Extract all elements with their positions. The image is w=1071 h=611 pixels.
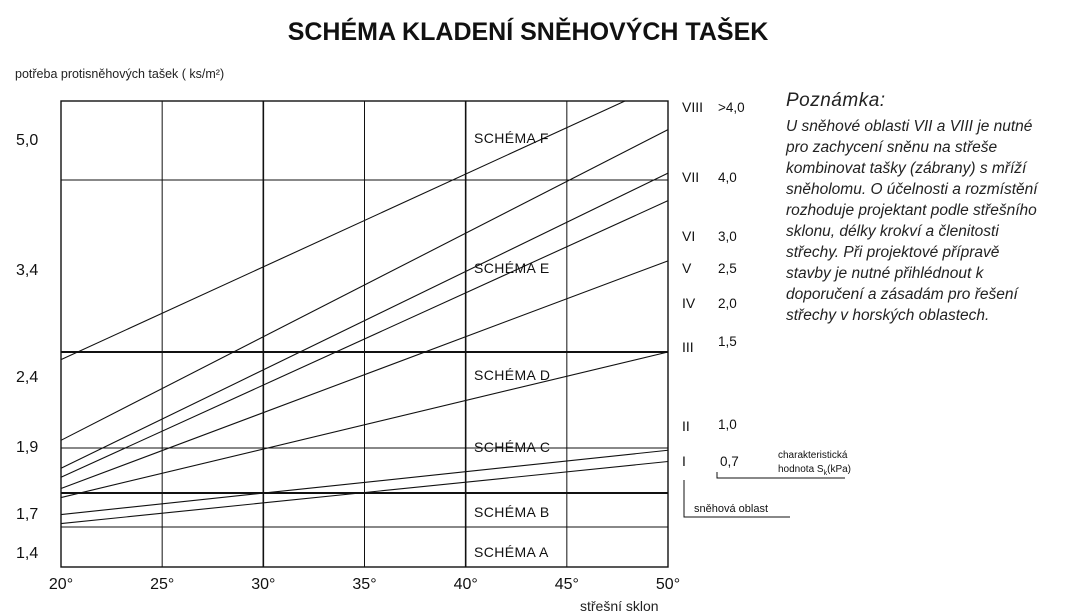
series-line-viii — [61, 101, 625, 360]
legend-region-label: sněhová oblast — [694, 503, 768, 515]
series-value-label: 4,0 — [718, 170, 737, 185]
zone-label: SCHÉMA C — [474, 439, 551, 455]
y-tick-label: 1,7 — [16, 506, 39, 523]
series-value-label: 0,7 — [720, 454, 739, 469]
legend-char-value-label: hodnota $S_k(kPa)$ — [778, 464, 852, 477]
x-tick-label: 40° — [453, 576, 478, 593]
x-tick-label: 45° — [554, 576, 579, 593]
series-region-label: II — [682, 418, 690, 434]
zone-label: SCHÉMA E — [474, 260, 550, 276]
x-tick-label: 25° — [150, 576, 175, 593]
y-tick-label: 5,0 — [16, 132, 39, 149]
zone-label: SCHÉMA A — [474, 544, 549, 560]
series-region-label: IV — [682, 295, 696, 311]
chart-title: SCHÉMA KLADENÍ SNĚHOVÝCH TAŠEK — [287, 18, 769, 46]
legend-layer — [684, 450, 851, 517]
y-axis-label: potřeba protisněhových tašek ( ks/m²) — [15, 67, 225, 81]
series-region-label: III — [682, 339, 694, 355]
y-tick-label: 1,9 — [16, 439, 39, 456]
grid-layer — [61, 101, 668, 567]
series-value-label: 1,5 — [718, 334, 737, 349]
x-tick-label: 30° — [251, 576, 276, 593]
zone-label: SCHÉMA B — [474, 504, 550, 520]
y-tick-label: 3,4 — [16, 262, 39, 279]
note-panel — [786, 90, 1048, 326]
x-tick-label: 35° — [352, 576, 377, 593]
series-value-label: 2,0 — [718, 296, 737, 311]
series-region-label: VI — [682, 228, 696, 244]
zone-label: SCHÉMA F — [474, 130, 549, 146]
series-region-label: I — [682, 453, 686, 469]
series-value-label: 1,0 — [718, 417, 737, 432]
series-value-label: 3,0 — [718, 229, 737, 244]
zone-label: SCHÉMA D — [474, 367, 551, 383]
series-value-label: 2,5 — [718, 261, 737, 276]
x-axis-label: střešní sklon — [580, 598, 659, 611]
legend-char-label: charakteristická — [778, 450, 848, 461]
zone-labels — [474, 130, 550, 560]
note-title: Poznámka: — [786, 90, 886, 111]
series-region-label: VIII — [682, 99, 704, 115]
x-tick-label: 50° — [655, 576, 681, 593]
x-tick-label: 20° — [48, 576, 74, 593]
series-value-label: >4,0 — [718, 100, 745, 115]
axis-layer — [16, 99, 745, 593]
note-text: U sněhové oblasti VII a VIII je nutné pro zachycení sněnu na střeše kombinovat tašky (zábrany) s mříží sněholomu. O účelnosti a rozmístění rozhoduje projektant podle střešního sklonu, délky krokví a členitosti střechy. Při projektové přípravě stavby je nutné přihlédnout k doporučení a zásadám pro řešení střechy v horských oblastech. — [786, 118, 1038, 324]
y-tick-label: 1,4 — [16, 545, 39, 562]
y-tick-label: 2,4 — [16, 369, 39, 386]
series-region-label: V — [682, 260, 692, 276]
series-region-label: VII — [682, 169, 700, 185]
